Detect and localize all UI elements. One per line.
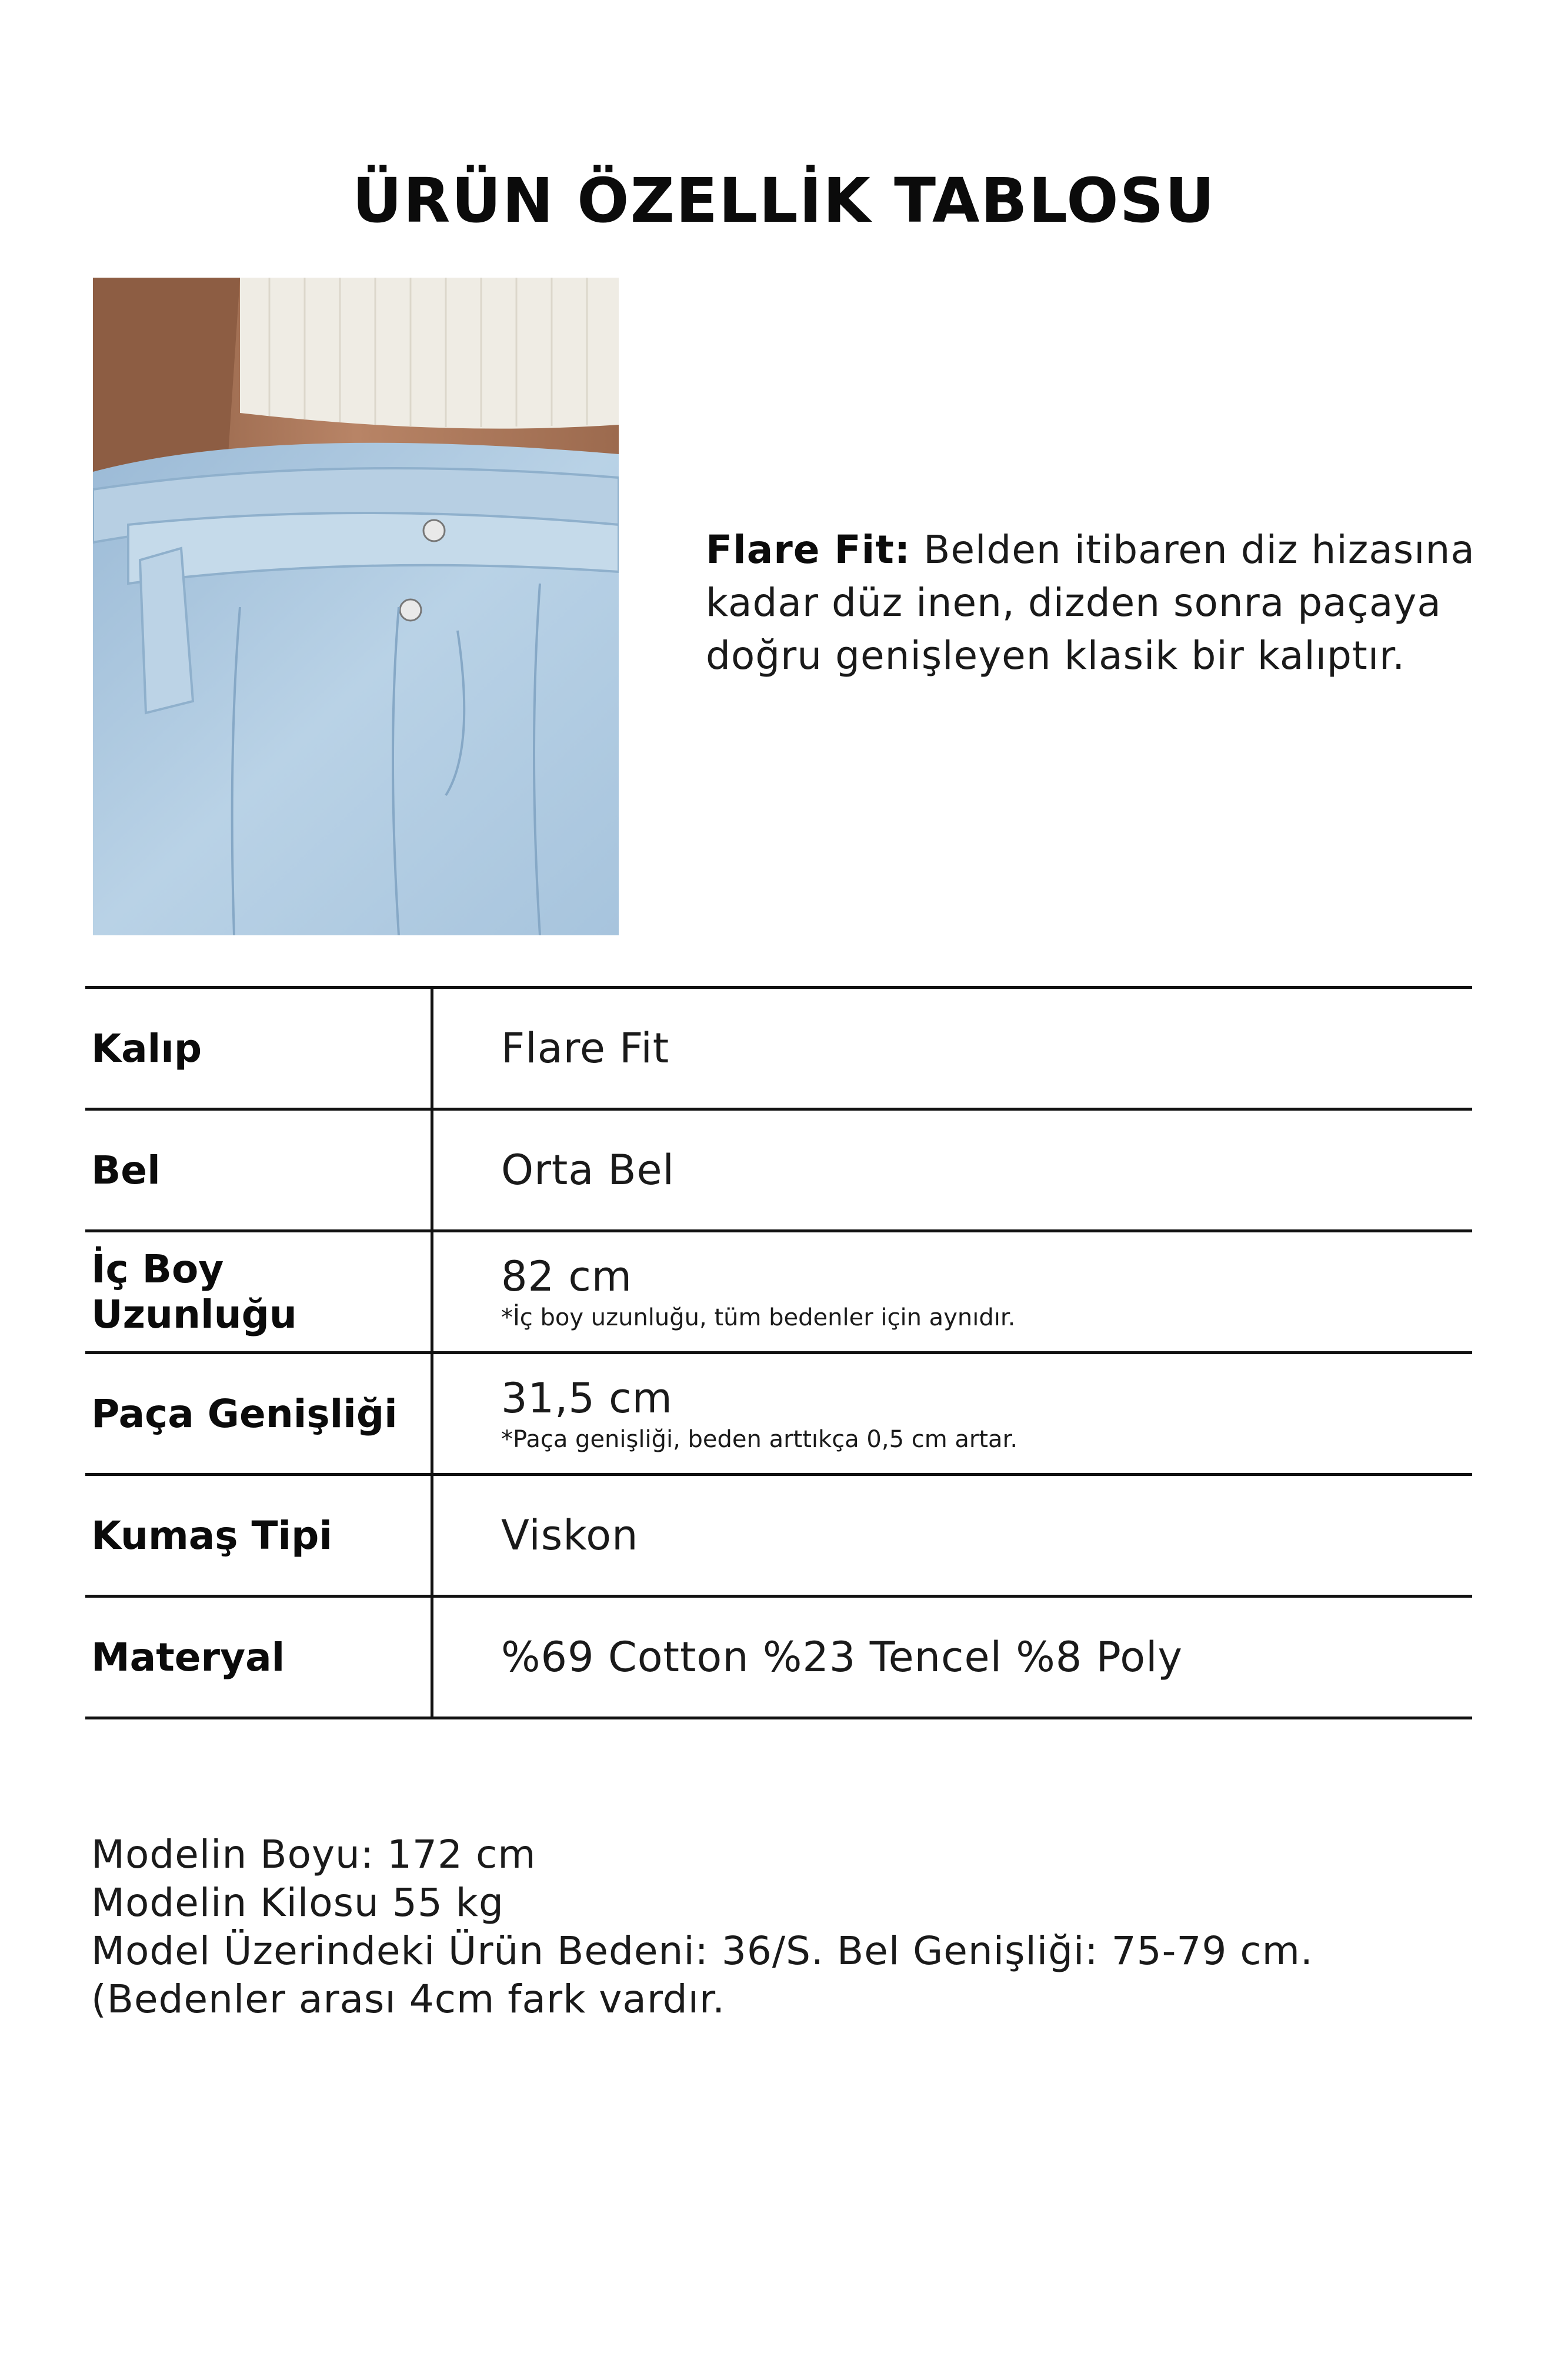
spec-value-cell — [433, 1354, 1472, 1473]
spec-value-cell — [433, 989, 1472, 1108]
spec-note: *İç boy uzunluğu, tüm bedenler için aynıdır. — [501, 1304, 1016, 1331]
spec-value: Viskon — [501, 1511, 639, 1559]
spec-note: *Paça genişliği, beden arttıkça 0,5 cm artar. — [501, 1426, 1018, 1453]
spec-key: Bel — [85, 1111, 433, 1229]
page-title: ÜRÜN ÖZELLİK TABLOSU — [352, 165, 1216, 236]
model-weight: Modelin Kilosu 55 kg — [91, 1880, 504, 1925]
spec-value-cell — [433, 1598, 1472, 1717]
spec-row-paca — [85, 1354, 1472, 1476]
spec-value: 82 cm — [501, 1252, 632, 1301]
fit-description — [706, 524, 1494, 682]
spec-row-kumas — [85, 1476, 1472, 1598]
fit-description-label: Flare Fit: — [706, 527, 911, 572]
jeans-photo-illustration — [93, 278, 619, 935]
spec-row-ic-boy — [85, 1232, 1472, 1354]
spec-table — [85, 986, 1472, 1719]
spec-key: Materyal — [85, 1598, 433, 1717]
product-photo — [93, 278, 619, 935]
spec-value-cell — [433, 1111, 1472, 1229]
model-info — [91, 1831, 1491, 2024]
spec-value: Flare Fit — [501, 1024, 670, 1072]
spec-key: Kalıp — [85, 989, 433, 1108]
fit-description-text: Belden itibaren diz hizasına kadar düz inen, dizden sonra paçaya doğru genişleyen klasik bir kalıptır. — [706, 527, 1475, 678]
spec-row-kalip — [85, 989, 1472, 1111]
spec-key: Kumaş Tipi — [85, 1476, 433, 1595]
spec-value: Orta Bel — [501, 1146, 675, 1194]
spec-row-bel — [85, 1111, 1472, 1232]
spec-value: 31,5 cm — [501, 1374, 673, 1422]
spec-value: %69 Cotton %23 Tencel %8 Poly — [501, 1633, 1183, 1681]
model-height: Modelin Boyu: 172 cm — [91, 1832, 536, 1877]
spec-value-cell — [433, 1476, 1472, 1595]
model-size: Model Üzerindeki Ürün Bedeni: 36/S. Bel Genişliği: 75-79 cm. (Bedenler arası 4cm fark vardır. — [91, 1928, 1313, 2022]
spec-key: İç Boy Uzunluğu — [85, 1232, 433, 1351]
spec-key: Paça Genişliği — [85, 1354, 433, 1473]
spec-value-cell — [433, 1232, 1472, 1351]
spec-row-materyal — [85, 1598, 1472, 1719]
